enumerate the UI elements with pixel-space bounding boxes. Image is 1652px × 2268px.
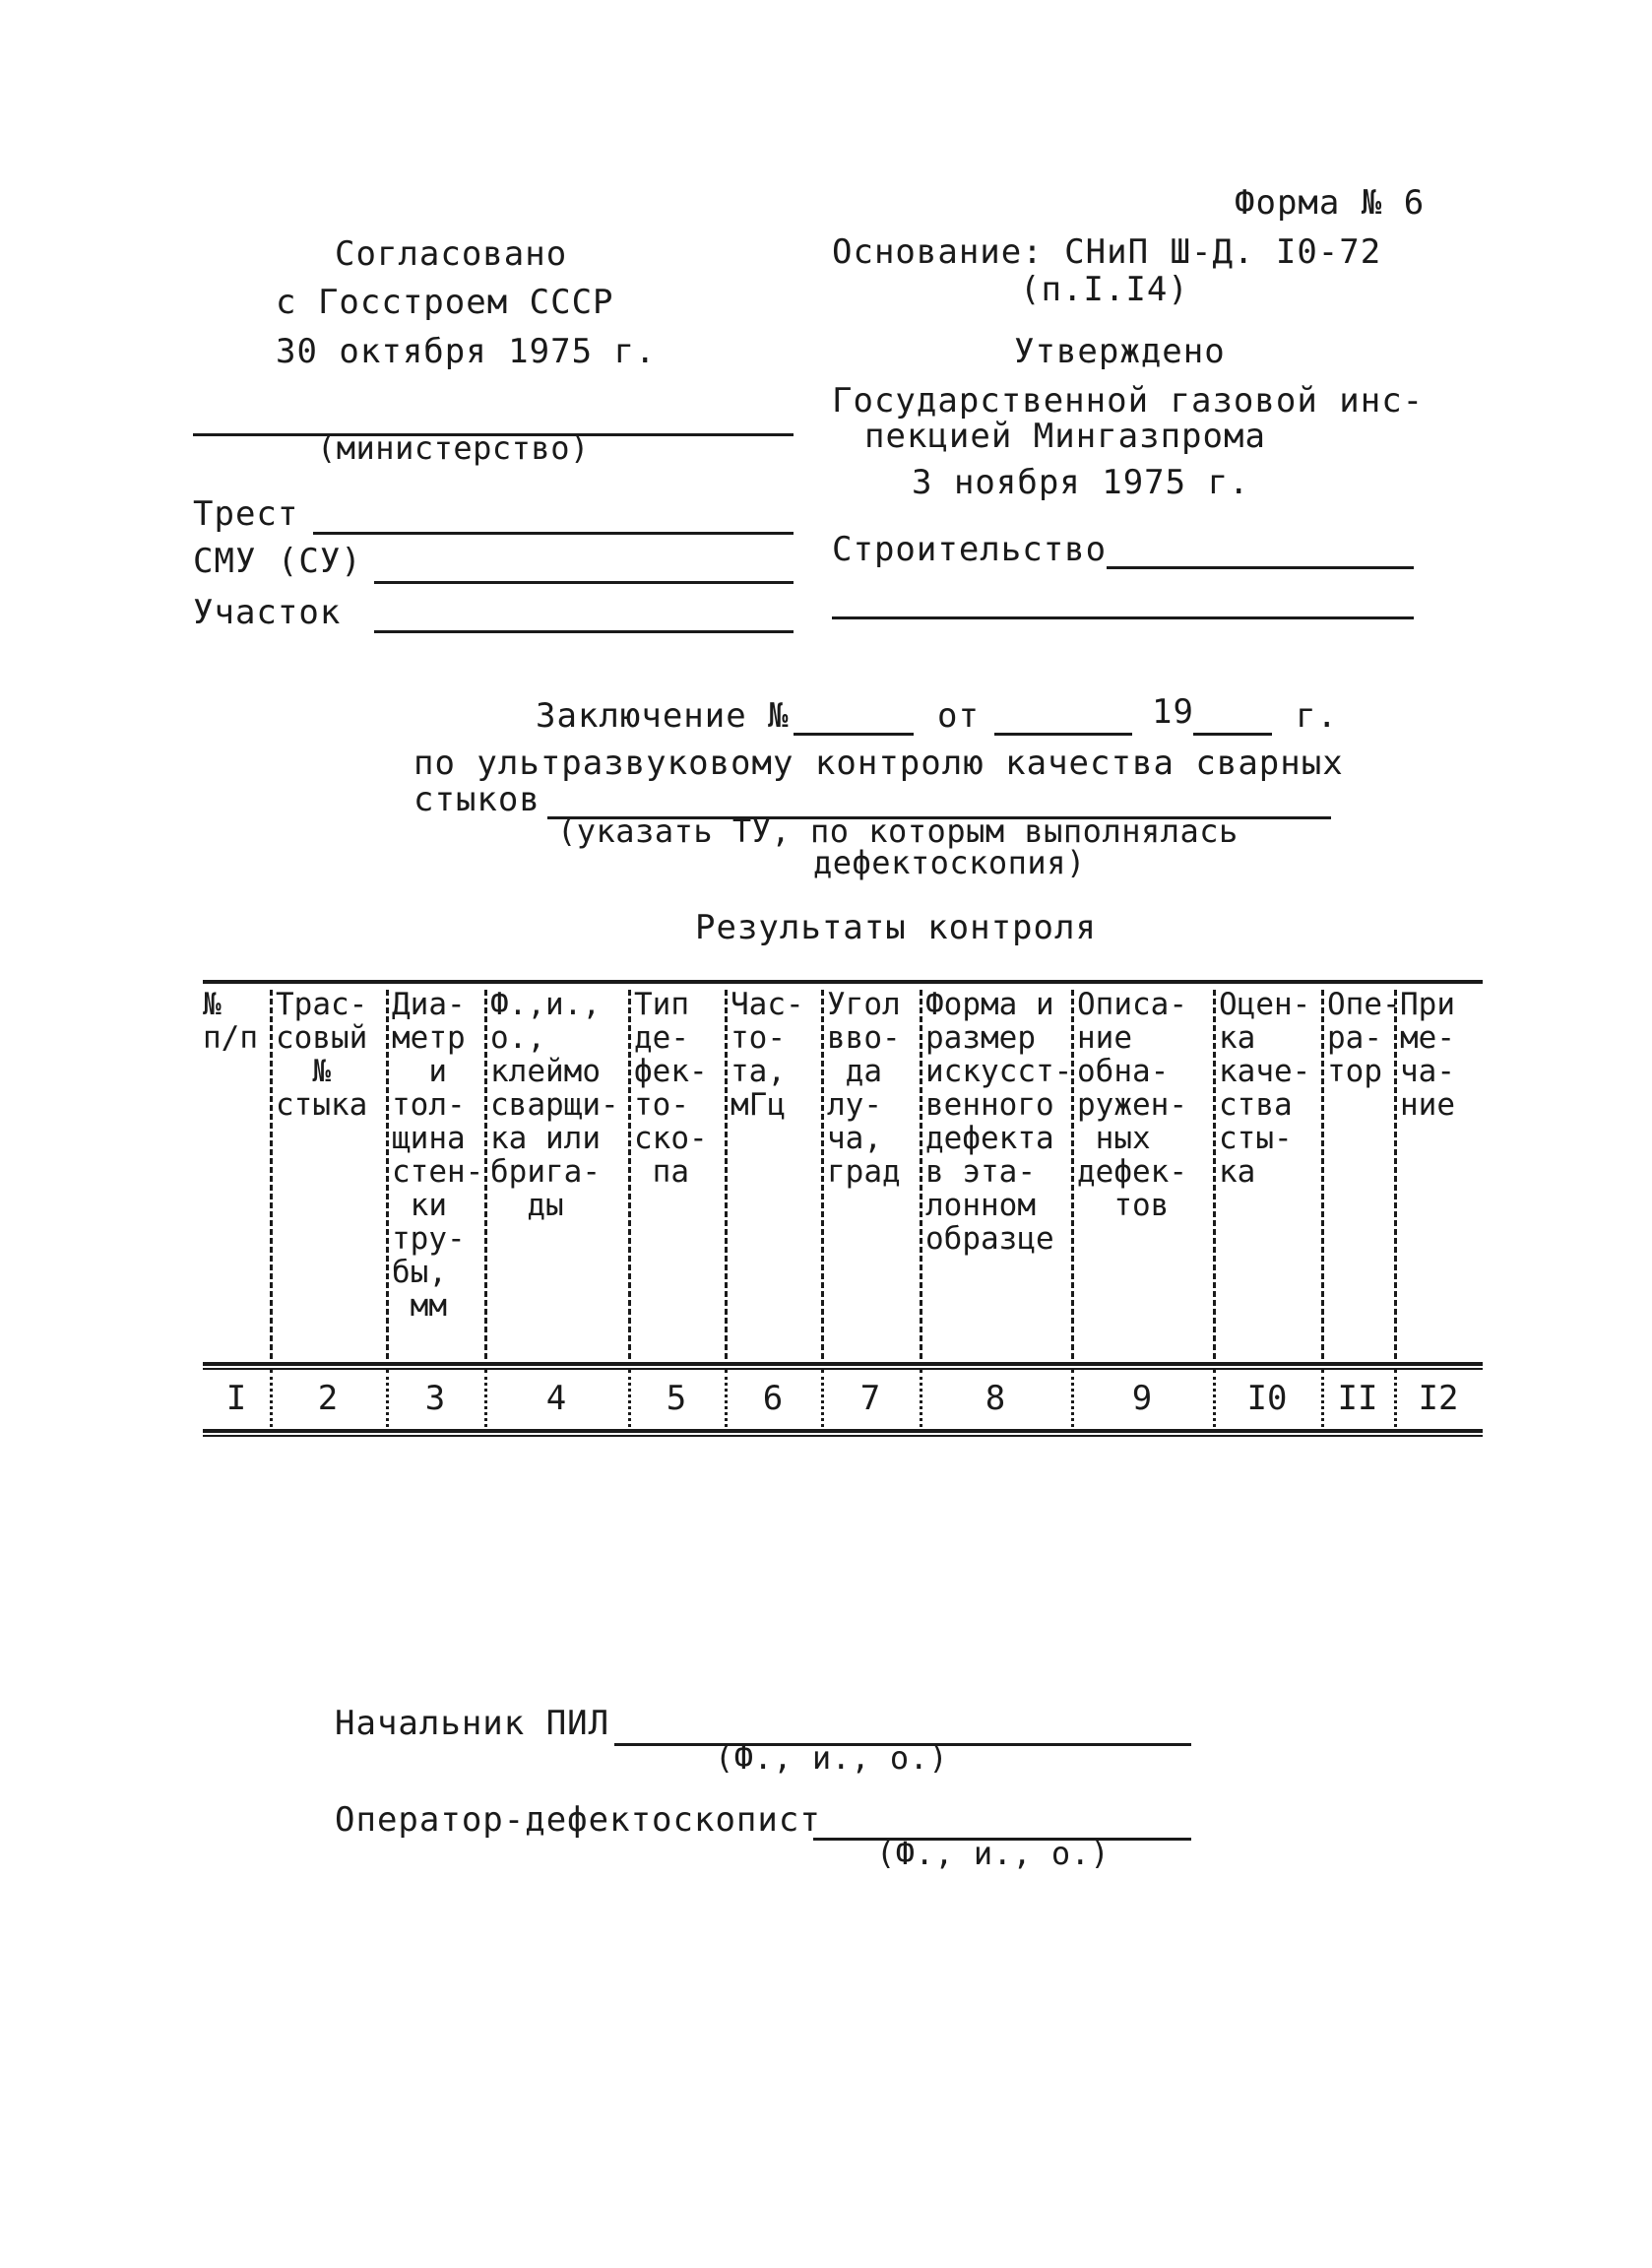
table-top-rule	[203, 980, 1483, 984]
operator-label: Оператор-дефектоскопист	[335, 1800, 821, 1840]
column-number: I2	[1418, 1379, 1459, 1418]
trust-line	[313, 532, 794, 535]
column-number: 7	[859, 1379, 881, 1418]
table-col-separator	[628, 990, 631, 1359]
table-bottom-rule	[203, 1429, 1483, 1433]
table-header-rule-2	[203, 1368, 1483, 1370]
column-number: 8	[985, 1379, 1006, 1418]
conclusion-line-3: стыков	[413, 780, 540, 819]
conclusion-number-line	[794, 733, 914, 736]
table-col-separator	[386, 990, 389, 1359]
conclusion-line-2: по ультразвуковому контролю качества сварных	[413, 744, 1344, 783]
approved-line-4: 3 ноября 1975 г.	[912, 463, 1250, 502]
chief-caption: (Ф., и., о.)	[715, 1739, 949, 1777]
approved-line-3: пекцией Мингазпрома	[864, 417, 1266, 456]
section-line	[374, 630, 794, 633]
table-col-separator	[920, 990, 922, 1359]
table-col-separator	[1213, 990, 1216, 1359]
table-bottom-rule-2	[203, 1435, 1483, 1437]
header-note: При ме- ча- ние	[1400, 987, 1455, 1123]
header-pipe-diameter: Диа- метр и тол- щина стен- ки тру- бы, мм	[392, 987, 484, 1324]
basis-line-2: (п.I.I4)	[1020, 270, 1189, 309]
construction-line-1	[1107, 566, 1414, 569]
table-col-separator	[1321, 990, 1324, 1359]
conclusion-year-prefix: 19	[1152, 692, 1194, 732]
operator-caption: (Ф., и., о.)	[876, 1835, 1111, 1872]
column-number: II	[1337, 1379, 1378, 1418]
column-number: 6	[762, 1379, 784, 1418]
construction-label: Строительство	[832, 530, 1108, 569]
column-number: 5	[666, 1379, 687, 1418]
header-joint-quality: Оцен- ка каче- ства сты- ка	[1219, 987, 1311, 1190]
specs-caption-1: (указать ТУ, по которым выполнялась	[557, 812, 1239, 850]
agreed-line-2: с Госстроем СССР	[276, 283, 614, 322]
trust-label: Трест	[193, 494, 299, 534]
column-number: 9	[1131, 1379, 1153, 1418]
approved-line-2: Государственной газовой инс-	[832, 381, 1425, 421]
section-label: Участок	[193, 593, 342, 632]
header-defect-description: Описа- ние обна- ружен- ных дефек- тов	[1077, 987, 1187, 1223]
approved-line-1: Утверждено	[1014, 332, 1226, 371]
conclusion-year-suffix: г.	[1296, 696, 1338, 736]
table-col-separator	[725, 990, 728, 1359]
header-joint-number: Трас- совый № стыка	[276, 987, 368, 1123]
column-number: 2	[317, 1379, 339, 1418]
table-header-rule	[203, 1362, 1483, 1366]
construction-line-2	[832, 616, 1414, 619]
table-col-separator	[484, 990, 487, 1359]
column-number: I0	[1246, 1379, 1288, 1418]
chief-label: Начальник ПИЛ	[335, 1704, 610, 1743]
specs-caption-2: дефектоскопия)	[813, 844, 1086, 881]
conclusion-prefix: Заключение №	[536, 696, 790, 736]
conclusion-year-line	[1193, 733, 1272, 736]
header-beam-angle: Угол вво- да лу- ча, град	[827, 987, 901, 1190]
column-number: I	[225, 1379, 247, 1418]
header-row-number: № п/п	[203, 987, 258, 1056]
header-welder: Ф.,и., о., клеймо сварщи- ка или брига- ды	[490, 987, 619, 1223]
ministry-caption: (министерство)	[317, 429, 590, 467]
header-flaw-detector-type: Тип де- фек- то- ско- па	[634, 987, 708, 1190]
form-number: Форма № 6	[1235, 183, 1426, 223]
header-frequency: Час- то- та, мГц	[731, 987, 804, 1123]
column-number: 4	[545, 1379, 567, 1418]
basis-line-1: Основание: СНиП Ш-Д. I0-72	[832, 232, 1382, 272]
header-operator: Опе- ра- тор	[1327, 987, 1401, 1089]
smu-line	[374, 581, 794, 584]
conclusion-from: от	[937, 696, 980, 736]
table-col-separator	[821, 990, 824, 1359]
agreed-line-3: 30 октября 1975 г.	[276, 332, 657, 371]
table-col-separator	[270, 990, 273, 1359]
results-title: Результаты контроля	[695, 908, 1097, 947]
smu-label: СМУ (СУ)	[193, 542, 362, 581]
column-number: 3	[424, 1379, 446, 1418]
agreed-line-1: Согласовано	[335, 234, 568, 274]
conclusion-date-line	[994, 733, 1132, 736]
header-reference-defect: Форма и размер искусст- венного дефекта в эта- лонном образце	[925, 987, 1073, 1257]
